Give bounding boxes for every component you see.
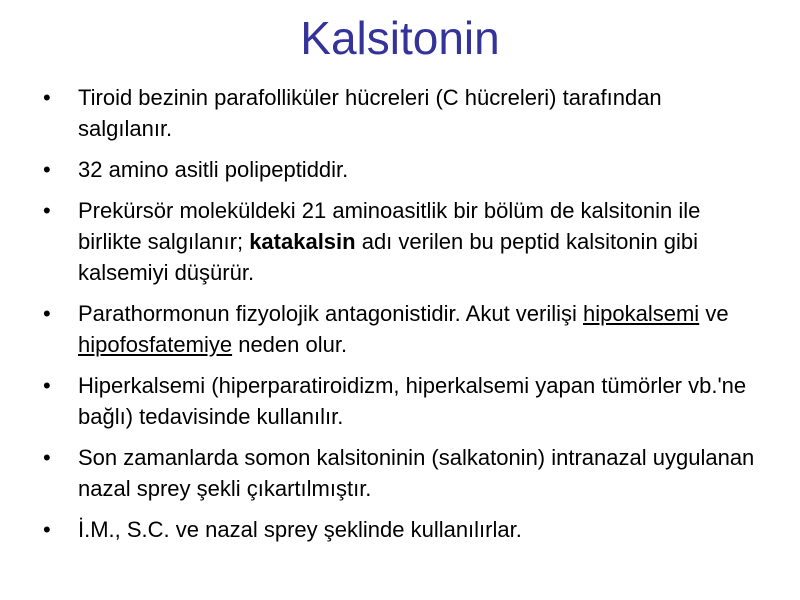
bullet-icon: • xyxy=(43,301,51,326)
bullet-text-part: ve xyxy=(699,301,729,326)
bullet-text: Son zamanlarda somon kalsitoninin (salkatonin) intranazal uygulanan nazal sprey şekli çıkartılmıştır. xyxy=(78,445,755,501)
link-hipokalsemi[interactable]: hipokalsemi xyxy=(583,301,700,326)
bullet-item xyxy=(40,195,760,288)
bullet-icon: • xyxy=(43,517,51,542)
bullet-text-part: neden olur. xyxy=(232,332,348,357)
bullet-text-part: adı verilen bu peptid kalsitonin gibi kalsemiyi düşürür. xyxy=(78,229,699,285)
bold-term-katakalsin: katakalsin xyxy=(249,229,356,254)
bullet-list xyxy=(40,82,760,555)
bullet-text-part: Parathormonun fizyolojik antagonistidir. Akut verilişi xyxy=(78,301,584,326)
bullet-item xyxy=(40,514,760,545)
bullet-item xyxy=(40,154,760,185)
bullet-icon: • xyxy=(43,373,51,398)
bullet-item xyxy=(40,298,760,360)
bullet-icon: • xyxy=(43,157,51,182)
bullet-icon: • xyxy=(43,445,51,470)
bullet-item xyxy=(40,82,760,144)
bullet-icon: • xyxy=(43,198,51,223)
bullet-item xyxy=(40,370,760,432)
slide-title: Kalsitonin xyxy=(300,12,500,64)
bullet-text: Hiperkalsemi (hiperparatiroidizm, hiperkalsemi yapan tümörler vb.'ne bağlı) tedavisinde kullanılır. xyxy=(78,373,747,429)
bullet-text-part: Prekürsör moleküldeki 21 aminoasitlik bir bölüm de kalsitonin ile birlikte salgılanır; xyxy=(78,198,701,254)
bullet-text: İ.M., S.C. ve nazal sprey şeklinde kullanılırlar. xyxy=(78,517,522,542)
link-hipofosfatemiye[interactable]: hipofosfatemiye xyxy=(78,332,233,357)
bullet-text: 32 amino asitli polipeptiddir. xyxy=(78,157,349,182)
bullet-item xyxy=(40,442,760,504)
bullet-icon: • xyxy=(43,85,51,110)
bullet-text: Tiroid bezinin parafolliküler hücreleri (C hücreleri) tarafından salgılanır. xyxy=(78,85,662,141)
